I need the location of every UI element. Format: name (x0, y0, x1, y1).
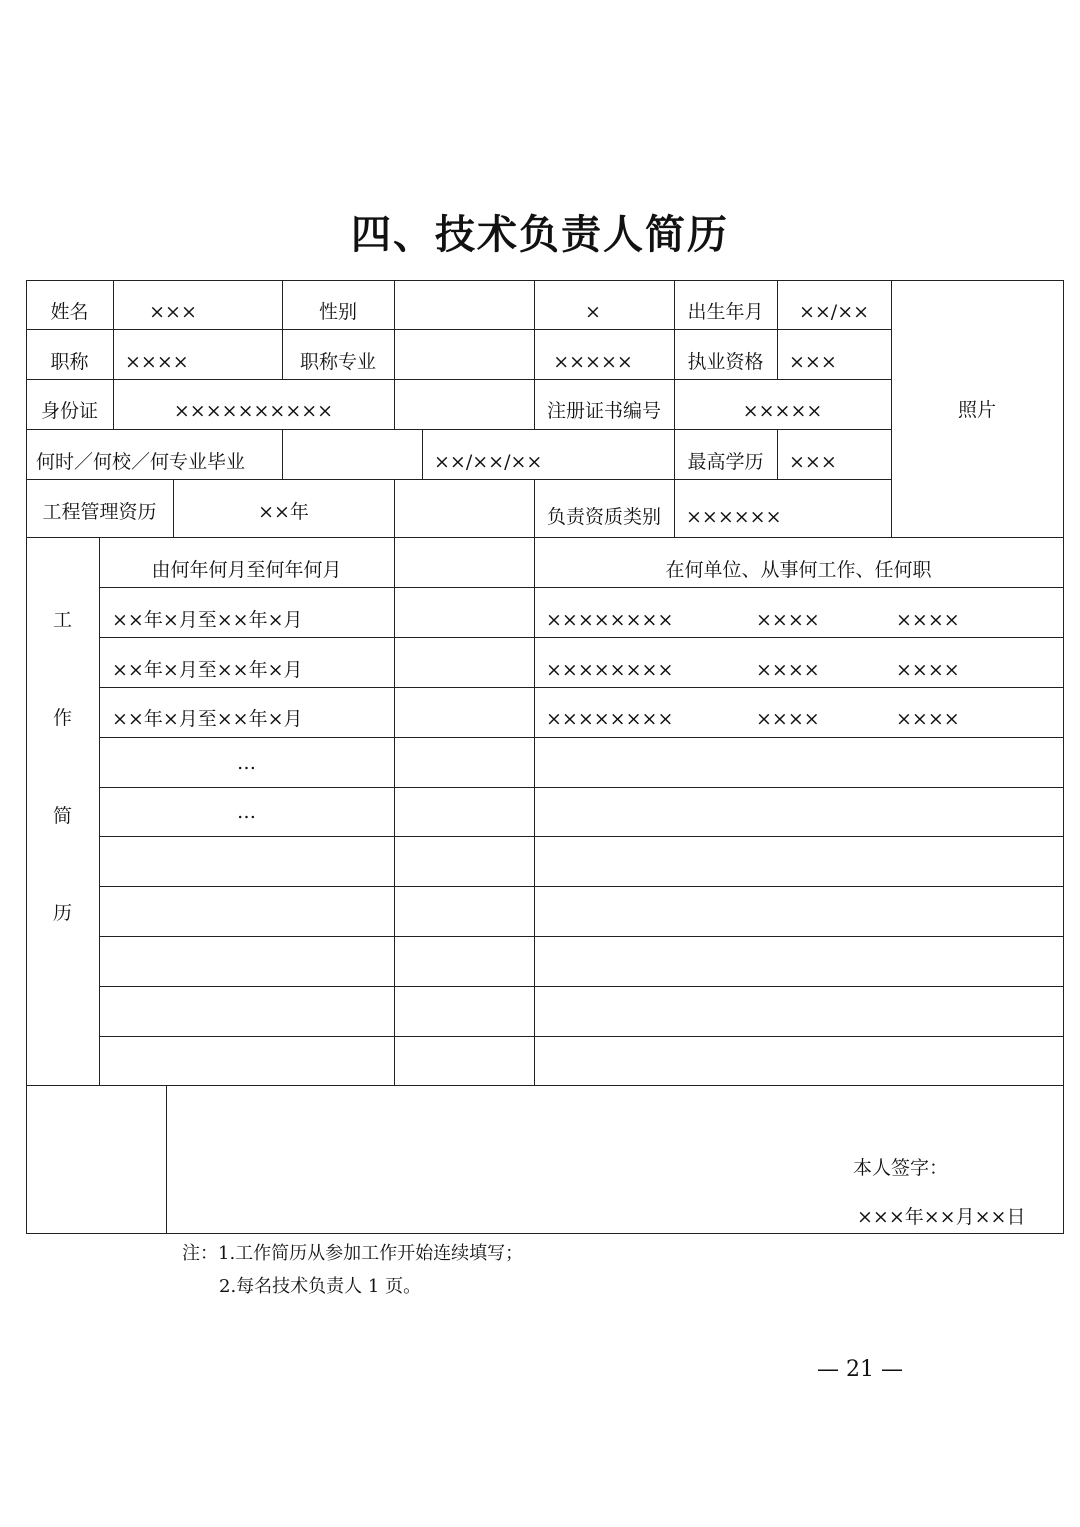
birth-label: 出生年月 (687, 301, 764, 323)
qualification-value: ××× (789, 351, 837, 373)
work-row-job: ×××× (756, 659, 820, 681)
grid-line (674, 429, 675, 538)
title-label: 职称 (50, 351, 89, 373)
grid-line (777, 280, 778, 380)
birth-value: ××/×× (798, 301, 870, 323)
grid-line (422, 429, 423, 480)
scope-label: 负责资质类别 (546, 506, 661, 528)
work-row-unit: ×××××××× (546, 708, 674, 730)
work-side-char: 简 (52, 805, 72, 827)
scope-value: ×××××× (686, 506, 782, 528)
grid-line (99, 637, 1064, 638)
grid-line (26, 429, 891, 430)
major-value: ××××× (553, 351, 633, 373)
cert-label: 注册证书编号 (546, 400, 661, 422)
cert-value: ××××× (742, 400, 823, 422)
work-header-detail: 在何单位、从事何工作、任何职 (665, 559, 932, 581)
name-value: ××× (149, 301, 197, 323)
gender-label: 性别 (318, 301, 357, 323)
qualification-label: 执业资格 (687, 351, 764, 373)
work-row-unit: ×××××××× (546, 609, 674, 631)
id-label: 身份证 (40, 400, 98, 422)
signature-label: 本人签字： (853, 1157, 949, 1179)
form-border-bottom (26, 1233, 1064, 1234)
grid-line (99, 986, 1064, 987)
management-value: ××年 (258, 501, 309, 523)
grid-line (282, 429, 283, 480)
note-line-1: 注：1.工作简历从参加工作开始连续填写； (182, 1243, 524, 1264)
note-line-2: 2.每名技术负责人 1 页。 (219, 1276, 422, 1297)
id-value: ×××××××××× (173, 400, 334, 422)
work-row-job: ×××× (756, 609, 820, 631)
grid-line (99, 587, 1064, 588)
grid-line (26, 537, 1064, 538)
form-border-right (1063, 280, 1064, 1234)
graduation-label: 何时／何校／何专业毕业 (36, 451, 246, 473)
grid-line (394, 479, 395, 538)
grid-line (99, 687, 1064, 688)
work-row-job: ×××× (756, 708, 820, 730)
title-value: ×××× (125, 351, 189, 373)
page-title: 四、技术负责人简历 (351, 211, 729, 258)
grid-line (26, 329, 891, 330)
work-side-char: 历 (52, 902, 72, 924)
work-side-char: 工 (52, 609, 72, 631)
management-label: 工程管理资历 (42, 501, 157, 523)
signature-date: ×××年××月××日 (857, 1206, 1026, 1228)
work-row-period: ××年×月至××年×月 (112, 659, 303, 681)
name-label: 姓名 (50, 301, 89, 323)
grid-line (26, 1085, 1064, 1086)
major-label: 职称专业 (299, 351, 376, 373)
work-row-period: ××年×月至××年×月 (112, 708, 303, 730)
grid-line (534, 537, 535, 1086)
gender-value: × (585, 301, 601, 323)
page-number: — 21 — (817, 1357, 903, 1382)
grid-line (99, 737, 1064, 738)
photo-label: 照片 (957, 399, 996, 421)
graduation-value: ××/××/×× (434, 451, 543, 473)
work-ellipsis: … (237, 801, 256, 823)
grid-line (394, 280, 395, 430)
grid-line (99, 936, 1064, 937)
grid-line (99, 886, 1064, 887)
grid-line (26, 479, 891, 480)
work-ellipsis: … (237, 752, 256, 774)
work-side-char: 作 (52, 707, 72, 729)
education-label: 最高学历 (687, 451, 764, 473)
grid-line (394, 537, 395, 1086)
work-row-post: ×××× (896, 708, 960, 730)
grid-line (777, 429, 778, 480)
grid-line (26, 379, 891, 380)
grid-line (99, 1036, 1064, 1037)
grid-line (166, 1085, 167, 1234)
education-value: ××× (789, 451, 837, 473)
work-row-post: ×××× (896, 659, 960, 681)
work-row-period: ××年×月至××年×月 (112, 609, 303, 631)
form-border-top (26, 280, 1064, 281)
work-row-unit: ×××××××× (546, 659, 674, 681)
form-border-left (26, 280, 27, 1234)
work-header-period: 由何年何月至何年何月 (151, 559, 342, 581)
work-row-post: ×××× (896, 609, 960, 631)
grid-line (99, 787, 1064, 788)
grid-line (99, 836, 1064, 837)
